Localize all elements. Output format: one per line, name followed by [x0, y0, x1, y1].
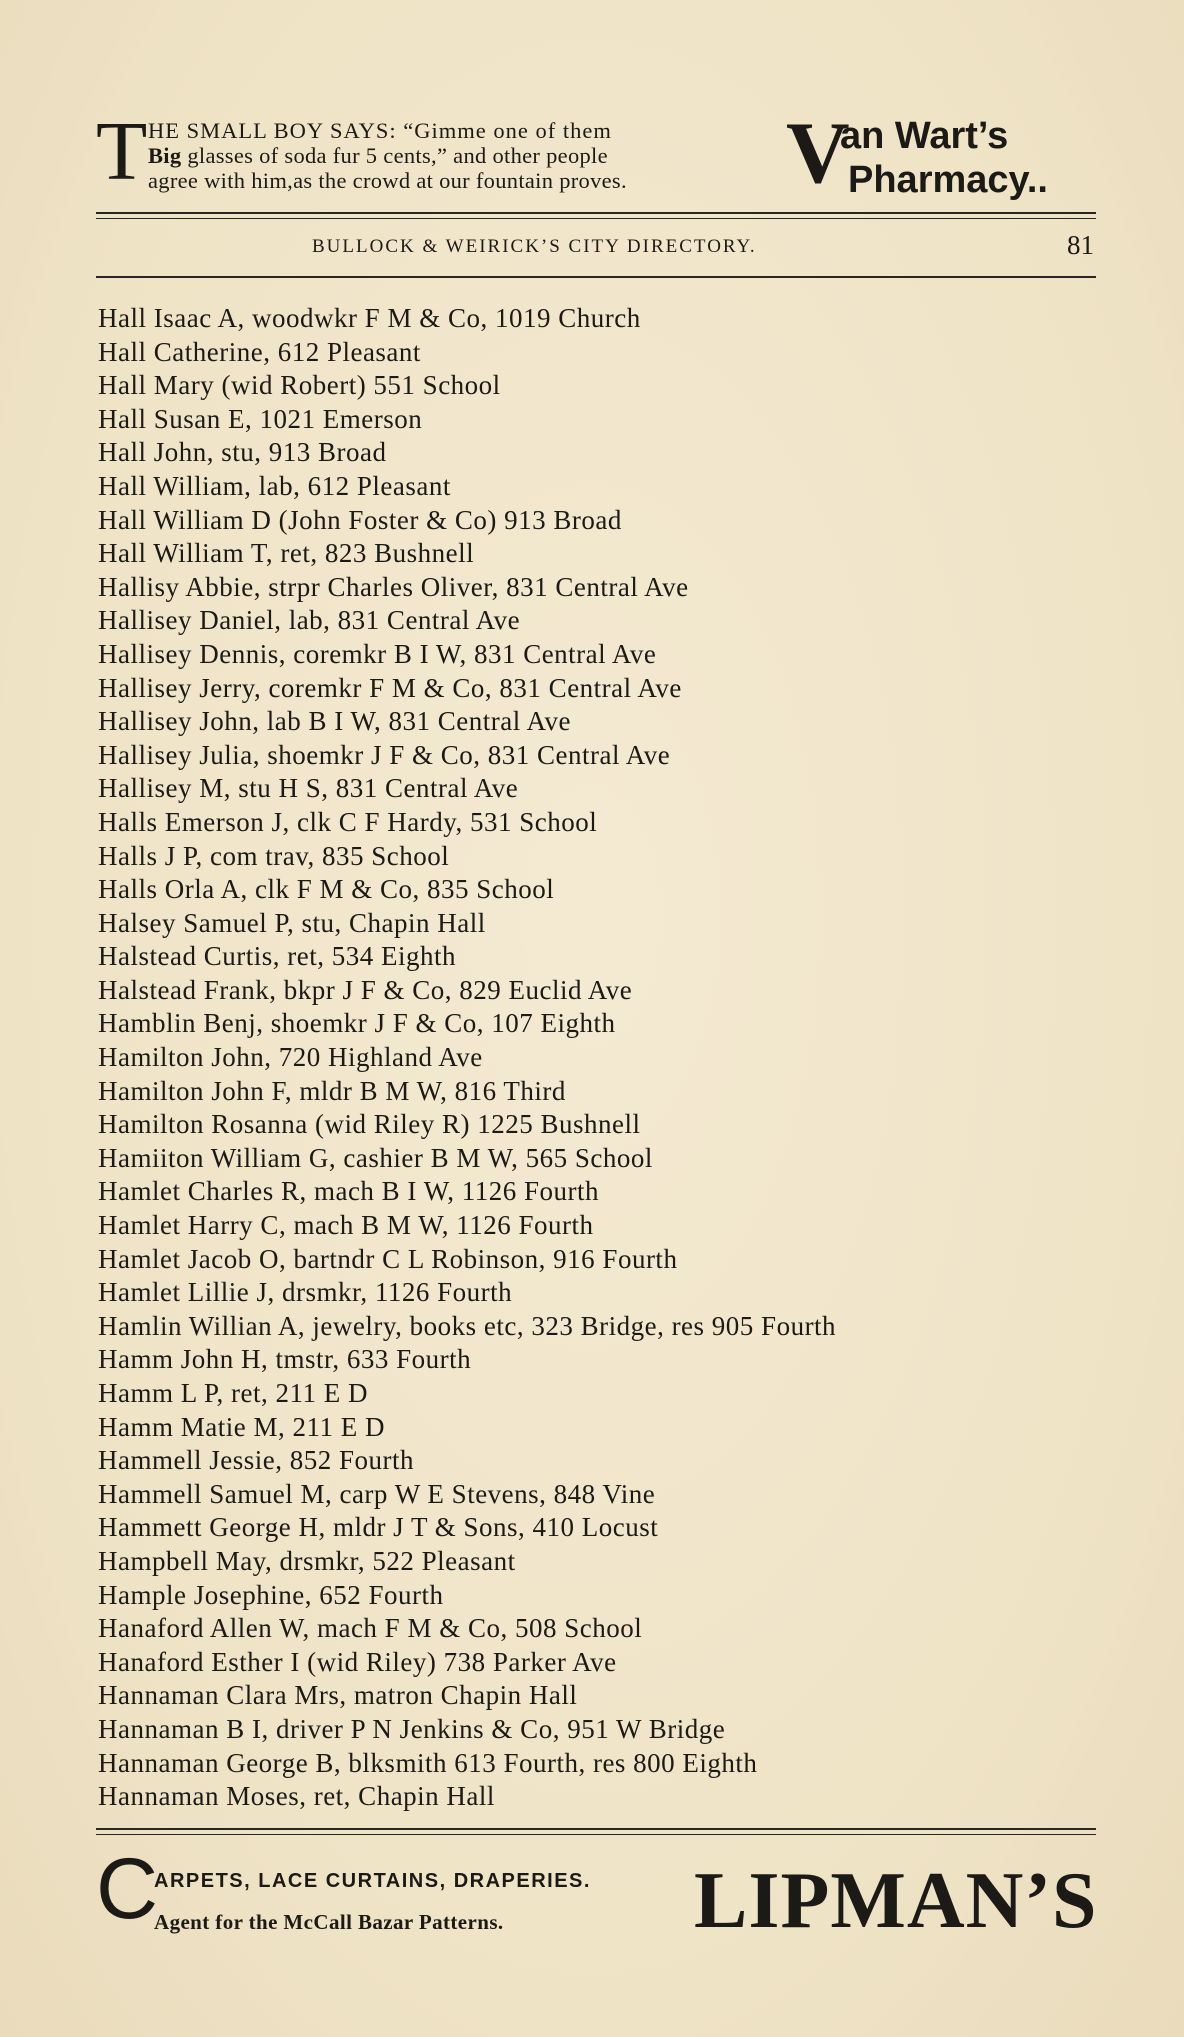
directory-entry: Halstead Frank, bkpr J F & Co, 829 Euclid Ave	[98, 974, 633, 1005]
ad-line-2-rest: glasses of soda fur 5 cents,” and other people	[181, 143, 608, 168]
pharmacy-initial: V	[786, 105, 850, 202]
directory-entry: Hammett George H, mldr J T & Sons, 410 Locust	[98, 1512, 659, 1543]
directory-entry: Hannaman George B, blksmith 613 Fourth, res 800 Eighth	[98, 1747, 758, 1778]
directory-entry: Hamlet Charles R, mach B I W, 1126 Fourth	[98, 1176, 599, 1207]
directory-entry: Hall William D (John Foster & Co) 913 Broad	[98, 504, 622, 535]
lipmans-brand: LIPMAN’S	[694, 1857, 1098, 1945]
directory-entry: Hallisey John, lab B I W, 831 Central Ave	[98, 706, 571, 737]
directory-entry: Hamblin Benj, shoemkr J F & Co, 107 Eighth	[98, 1008, 616, 1039]
directory-entry: Hall Isaac A, woodwkr F M & Co, 1019 Church	[98, 303, 641, 333]
directory-entry: Hamlet Harry C, mach B M W, 1126 Fourth	[98, 1210, 594, 1241]
directory-entry: Hample Josephine, 652 Fourth	[98, 1579, 444, 1610]
pharmacy-name-line-1: an Wart’s	[840, 115, 1009, 157]
directory-entry: Halstead Curtis, ret, 534 Eighth	[98, 941, 456, 972]
directory-entry: Hall John, stu, 913 Broad	[98, 437, 387, 468]
directory-entries	[98, 302, 1098, 1814]
directory-entry: Hamlet Jacob O, bartndr C L Robinson, 916 Fourth	[98, 1243, 678, 1274]
bottom-advertisement	[96, 1840, 1096, 1950]
directory-entry: Hampbell May, drsmkr, 522 Pleasant	[98, 1545, 516, 1576]
ad-drop-cap: T	[96, 105, 148, 198]
directory-entry: Hall Catherine, 612 Pleasant	[98, 336, 421, 367]
top-advertisement	[96, 105, 1096, 204]
directory-entry: Hallisey Jerry, coremkr F M & Co, 831 Central Ave	[98, 672, 682, 703]
bottom-divider-thin	[96, 1834, 1096, 1835]
head-divider	[96, 276, 1096, 278]
bottom-ad-line-2: Agent for the McCall Bazar Patterns.	[154, 1910, 504, 1934]
ad-line-3: agree with him,as the crowd at our fountain proves.	[148, 168, 627, 193]
directory-entry: Hallisey Dennis, coremkr B I W, 831 Central Ave	[98, 638, 657, 669]
directory-entry: Hamilton John F, mldr B M W, 816 Third	[98, 1075, 566, 1106]
ad-bold-word: Big	[148, 143, 182, 168]
directory-entry: Hallisey Daniel, lab, 831 Central Ave	[98, 605, 521, 636]
directory-title: BULLOCK & WEIRICK’S CITY DIRECTORY.	[312, 236, 757, 257]
directory-entry: Hallisey M, stu H S, 831 Central Ave	[98, 773, 519, 804]
directory-entry: Hamm John H, tmstr, 633 Fourth	[98, 1344, 472, 1375]
bottom-ad-line-1: ARPETS, LACE CURTAINS, DRAPERIES.	[154, 1870, 591, 1892]
directory-entry: Hamlet Lillie J, drsmkr, 1126 Fourth	[98, 1277, 513, 1308]
directory-entry: Hallisey Julia, shoemkr J F & Co, 831 Central Ave	[98, 739, 671, 770]
top-divider	[96, 212, 1096, 214]
directory-entry: Hamm Matie M, 211 E D	[98, 1411, 385, 1442]
directory-entry: Hanaford Esther I (wid Riley) 738 Parker Ave	[98, 1646, 617, 1677]
directory-entry: Hamilton John, 720 Highland Ave	[98, 1042, 483, 1073]
directory-entry: Hallisy Abbie, strpr Charles Oliver, 831 Central Ave	[98, 571, 689, 602]
directory-entry: Hannaman Clara Mrs, matron Chapin Hall	[98, 1680, 578, 1711]
directory-entry: Hannaman B I, driver P N Jenkins & Co, 951 W Bridge	[98, 1713, 726, 1744]
bottom-divider	[96, 1828, 1096, 1830]
directory-entry: Hall Mary (wid Robert) 551 School	[98, 370, 501, 401]
directory-entry: Halls Emerson J, clk C F Hardy, 531 School	[98, 806, 598, 837]
directory-entry: Hannaman Moses, ret, Chapin Hall	[98, 1781, 495, 1812]
directory-entry: Hamm L P, ret, 211 E D	[98, 1378, 368, 1408]
directory-entry: Hammell Jessie, 852 Fourth	[98, 1445, 414, 1476]
top-divider-thin	[96, 218, 1096, 219]
directory-entry: Halls Orla A, clk F M & Co, 835 School	[98, 874, 555, 905]
page-number: 81	[1067, 230, 1094, 260]
directory-entry: Hamiiton William G, cashier B M W, 565 School	[98, 1142, 653, 1173]
directory-entry: Hamlin Willian A, jewelry, books etc, 323 Bridge, res 905 Fourth	[98, 1310, 837, 1341]
ad-text-block	[148, 118, 888, 193]
running-head	[96, 232, 1096, 262]
directory-entry: Hammell Samuel M, carp W E Stevens, 848 Vine	[98, 1478, 656, 1509]
directory-entry: Hall William T, ret, 823 Bushnell	[98, 538, 475, 569]
directory-entry: Halsey Samuel P, stu, Chapin Hall	[98, 907, 486, 938]
ad-line-2	[148, 143, 888, 168]
ad-c-initial: C	[96, 1841, 159, 1937]
directory-entry: Hall William, lab, 612 Pleasant	[98, 470, 451, 501]
ad-line-1: HE SMALL BOY SAYS: “Gimme one of them	[148, 118, 612, 143]
directory-entry: Hanaford Allen W, mach F M & Co, 508 School	[98, 1613, 643, 1644]
directory-entry: Halls J P, com trav, 835 School	[98, 840, 450, 871]
directory-entry: Hamilton Rosanna (wid Riley R) 1225 Bushnell	[98, 1109, 641, 1140]
pharmacy-name-line-2: Pharmacy..	[848, 159, 1048, 201]
directory-entry: Hall Susan E, 1021 Emerson	[98, 403, 423, 434]
